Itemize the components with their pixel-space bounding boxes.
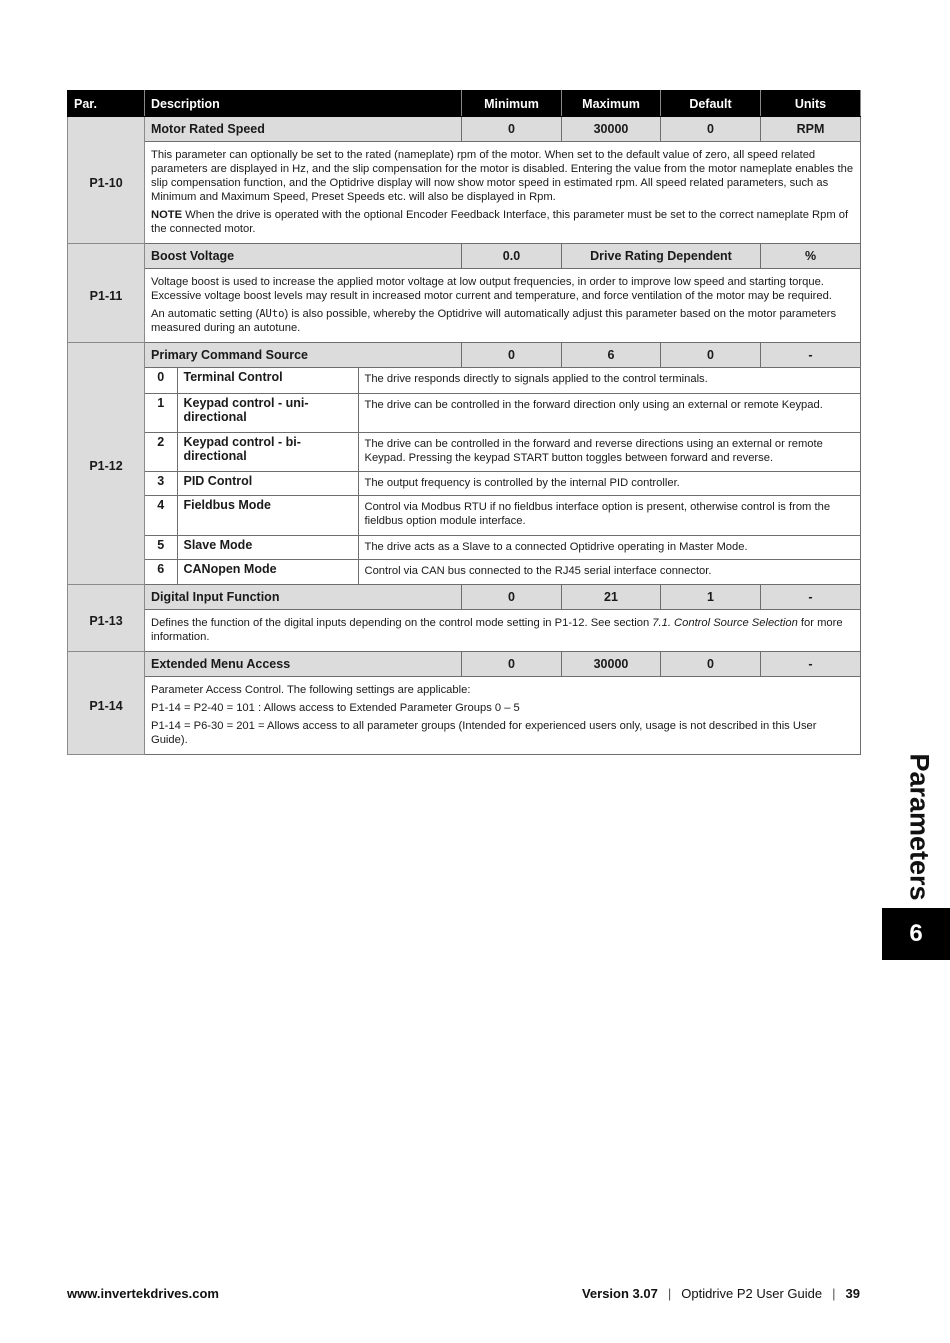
- param-desc-row-p1-13: [68, 610, 861, 652]
- options-table: [145, 368, 860, 584]
- desc-paragraph: Voltage boost is used to increase the applied motor voltage at low output frequencies, in order to improve low speed and starting torque. Excessive voltage boost levels may result in increased motor current and temperature, and force ventilation of the motor may be required.: [151, 276, 832, 302]
- param-title: Boost Voltage: [145, 244, 462, 269]
- desc-paragraph: Parameter Access Control. The following settings are applicable:: [151, 684, 471, 696]
- param-min: 0: [462, 343, 562, 368]
- note-paragraph: [151, 208, 854, 236]
- param-max: 21: [562, 585, 661, 610]
- param-units: %: [761, 244, 861, 269]
- par-code-p1-10: P1-10: [68, 117, 145, 244]
- option-description: The drive can be controlled in the forward and reverse directions using an external or remote Keypad. Pressing the keypad START button toggles between forward and reverse.: [358, 432, 860, 471]
- option-name: CANopen Mode: [177, 559, 358, 584]
- option-description: The output frequency is controlled by the internal PID controller.: [358, 471, 860, 495]
- param-options-row-p1-12: [68, 368, 861, 585]
- par-code-p1-12: P1-12: [68, 343, 145, 585]
- desc-paragraph: This parameter can optionally be set to the rated (nameplate) rpm of the motor. When set to the default value of zero, all speed related parameters are displayed in Hz, and the slip compensation for the motor is disabled. Entering the value from the motor nameplate enables the slip compensation function, and the Optidrive display will now show motor speed in estimated rpm. All speed related parameters, such as Minimum and Maximum Speed, Preset Speeds etc. will also be displayed in Rpm.: [151, 149, 854, 203]
- footer-separator: |: [667, 1286, 672, 1301]
- option-row: [145, 432, 860, 471]
- header-description: Description: [145, 91, 462, 117]
- parameter-table: [67, 90, 861, 755]
- param-description: [145, 677, 861, 755]
- option-name: Keypad control - bi-directional: [177, 432, 358, 471]
- option-row: [145, 559, 860, 584]
- param-min: 0.0: [462, 244, 562, 269]
- option-description: Control via CAN bus connected to the RJ45 serial interface connector.: [358, 559, 860, 584]
- option-description: The drive can be controlled in the forward direction only using an external or remote Keypad.: [358, 393, 860, 432]
- param-description: [145, 610, 861, 652]
- param-default: 1: [661, 585, 761, 610]
- footer-version: Version 3.07: [581, 1286, 658, 1301]
- param-units: -: [761, 343, 861, 368]
- param-default: 0: [661, 652, 761, 677]
- desc-paragraph: P1-14 = P2-40 = 101 : Allows access to Extended Parameter Groups 0 – 5: [151, 702, 520, 714]
- option-row: [145, 495, 860, 535]
- param-row-p1-10: [68, 117, 861, 142]
- footer-website: www.invertekdrives.com: [67, 1286, 219, 1301]
- header-par: Par.: [68, 91, 145, 117]
- options-container: [145, 368, 861, 585]
- param-title: Extended Menu Access: [145, 652, 462, 677]
- desc-text: Defines the function of the digital inputs depending on the control mode setting in P1-12. See section: [151, 617, 653, 629]
- param-row-p1-14: [68, 652, 861, 677]
- par-code-p1-11: P1-11: [68, 244, 145, 343]
- param-default: 0: [661, 343, 761, 368]
- option-number: 0: [145, 368, 177, 393]
- desc-text: for more information.: [151, 617, 843, 643]
- chapter-side-label: [894, 752, 944, 902]
- option-number: 4: [145, 495, 177, 535]
- option-name: Terminal Control: [177, 368, 358, 393]
- param-desc-row-p1-11: [68, 269, 861, 343]
- desc-paragraph: [151, 307, 854, 335]
- option-row: [145, 471, 860, 495]
- option-number: 2: [145, 432, 177, 471]
- option-number: 6: [145, 559, 177, 584]
- option-number: 5: [145, 535, 177, 559]
- param-default: 0: [661, 117, 761, 142]
- desc-text: An automatic setting (: [151, 308, 260, 320]
- option-row: [145, 393, 860, 432]
- param-min: 0: [462, 585, 562, 610]
- desc-paragraph: P1-14 = P6-30 = 201 = Allows access to all parameter groups (Intended for experienced users only, usage is not described in this User Guide).: [151, 720, 817, 746]
- param-description: [145, 269, 861, 343]
- param-title: Primary Command Source: [145, 343, 462, 368]
- param-row-p1-11: [68, 244, 861, 269]
- param-max: 30000: [562, 117, 661, 142]
- desc-text: ) is also possible, whereby the Optidrive will automatically adjust this parameter based on the motor parameters measured during an autotune.: [151, 308, 837, 334]
- footer-info: [582, 1286, 860, 1301]
- note-text: When the drive is operated with the optional Encoder Feedback Interface, this parameter must be set to the correct nameplate Rpm of the connected motor.: [151, 209, 849, 235]
- chapter-number-tab: 6: [882, 908, 950, 960]
- param-row-p1-12: [68, 343, 861, 368]
- option-description: The drive acts as a Slave to a connected Optidrive operating in Master Mode.: [358, 535, 860, 559]
- param-units: -: [761, 585, 861, 610]
- param-row-p1-13: [68, 585, 861, 610]
- param-units: -: [761, 652, 861, 677]
- footer-guide-title: Optidrive P2 User Guide: [681, 1286, 823, 1301]
- header-units: Units: [761, 91, 861, 117]
- option-description: The drive responds directly to signals applied to the control terminals.: [358, 368, 860, 393]
- param-max-default: Drive Rating Dependent: [562, 244, 761, 269]
- footer-page-number: 39: [845, 1286, 860, 1301]
- option-name: Fieldbus Mode: [177, 495, 358, 535]
- option-number: 3: [145, 471, 177, 495]
- chapter-title: Parameters: [904, 753, 935, 901]
- option-row: [145, 368, 860, 393]
- option-name: PID Control: [177, 471, 358, 495]
- header-default: Default: [661, 91, 761, 117]
- desc-paragraph: [151, 616, 854, 644]
- option-description: Control via Modbus RTU if no fieldbus interface option is present, otherwise control is from the fieldbus option module interface.: [358, 495, 860, 535]
- footer-separator: |: [832, 1286, 836, 1301]
- param-desc-row-p1-14: [68, 677, 861, 755]
- option-name: Keypad control - uni-directional: [177, 393, 358, 432]
- param-description: [145, 142, 861, 244]
- par-code-p1-13: P1-13: [68, 585, 145, 652]
- option-row: [145, 535, 860, 559]
- param-min: 0: [462, 117, 562, 142]
- section-reference: 7.1. Control Source Selection: [652, 617, 798, 629]
- param-title: Digital Input Function: [145, 585, 462, 610]
- header-maximum: Maximum: [562, 91, 661, 117]
- note-label: NOTE: [151, 209, 183, 221]
- param-desc-row-p1-10: [68, 142, 861, 244]
- param-units: RPM: [761, 117, 861, 142]
- par-code-p1-14: P1-14: [68, 652, 145, 755]
- param-max: 30000: [562, 652, 661, 677]
- lcd-auto-value: AUto: [259, 308, 285, 320]
- option-name: Slave Mode: [177, 535, 358, 559]
- param-title: Motor Rated Speed: [145, 117, 462, 142]
- param-min: 0: [462, 652, 562, 677]
- table-header-row: [68, 91, 861, 117]
- header-minimum: Minimum: [462, 91, 562, 117]
- param-max: 6: [562, 343, 661, 368]
- option-number: 1: [145, 393, 177, 432]
